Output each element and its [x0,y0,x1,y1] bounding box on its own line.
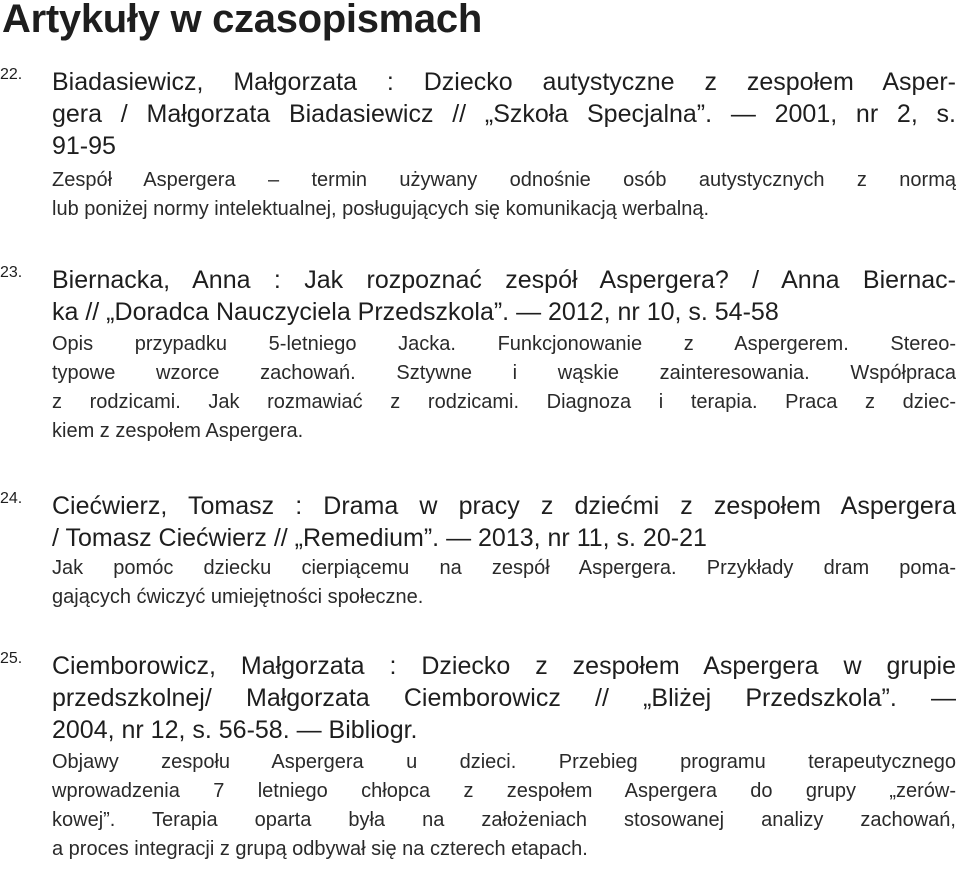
entry-citation [52,66,956,162]
annotation-line: Objawy zespołu Aspergera u dzieci. Przebieg programu terapeutycznego [52,751,956,773]
citation-line: gera / Małgorzata Biadasiewicz // „Szkoła Specjalna”. — 2001, nr 2, s. [52,100,956,128]
citation-line: 2004, nr 12, s. 56-58. — Bibliogr. [52,716,418,744]
entry-citation [52,650,956,746]
annotation-line: kiem z zespołem Aspergera. [52,420,304,442]
entry-annotation [52,166,956,224]
annotation-line: wprowadzenia 7 letniego chłopca z zespołem Aspergera do grupy „zerów- [52,780,956,802]
page-title: Artykuły w czasopismach [2,0,482,41]
entry-number: 23. [0,264,23,281]
annotation-line: gających ćwiczyć umiejętności społeczne. [52,586,424,608]
annotation-line: z rodzicami. Jak rozmawiać z rodzicami. Diagnoza i terapia. Praca z dziec- [52,391,956,413]
entry-citation [52,264,956,328]
bibliography-entry [0,650,956,864]
bibliography-entry [0,264,956,446]
bibliography-entry [0,66,956,224]
entry-number: 22. [0,66,23,83]
citation-line: Ciemborowicz, Małgorzata : Dziecko z zespołem Aspergera w grupie [52,652,956,680]
citation-line: Biadasiewicz, Małgorzata : Dziecko autystyczne z zespołem Asper- [52,68,956,96]
annotation-line: lub poniżej normy intelektualnej, posługujących się komunikacją werbalną. [52,198,710,220]
entry-citation [52,490,956,554]
annotation-line: Jak pomóc dziecku cierpiącemu na zespół Aspergera. Przykłady dram poma- [52,557,956,579]
annotation-line: a proces integracji z grupą odbywał się na czterech etapach. [52,838,588,860]
entry-number: 24. [0,490,23,507]
entry-annotation [52,748,956,864]
citation-line: Biernacka, Anna : Jak rozpoznać zespół Aspergera? / Anna Biernac- [52,266,956,294]
citation-line: / Tomasz Ciećwierz // „Remedium”. — 2013, nr 11, s. 20-21 [52,524,707,552]
annotation-line: kowej”. Terapia oparta była na założeniach stosowanej analizy zachowań, [52,809,956,831]
citation-line: ka // „Doradca Nauczyciela Przedszkola”. — 2012, nr 10, s. 54-58 [52,298,779,326]
citation-line: 91-95 [52,132,116,160]
bibliography-entry [0,490,956,612]
citation-line: Ciećwierz, Tomasz : Drama w pracy z dziećmi z zespołem Aspergera [52,492,956,520]
entry-annotation [52,554,956,612]
entry-annotation [52,330,956,446]
entry-number: 25. [0,650,23,667]
annotation-line: Opis przypadku 5-letniego Jacka. Funkcjonowanie z Aspergerem. Stereo- [52,333,956,355]
annotation-line: Zespół Aspergera – termin używany odnośnie osób autystycznych z normą [52,169,956,191]
annotation-line: typowe wzorce zachowań. Sztywne i wąskie zainteresowania. Współpraca [52,362,956,384]
citation-line: przedszkolnej/ Małgorzata Ciemborowicz // „Bliżej Przedszkola”. — [52,684,956,712]
